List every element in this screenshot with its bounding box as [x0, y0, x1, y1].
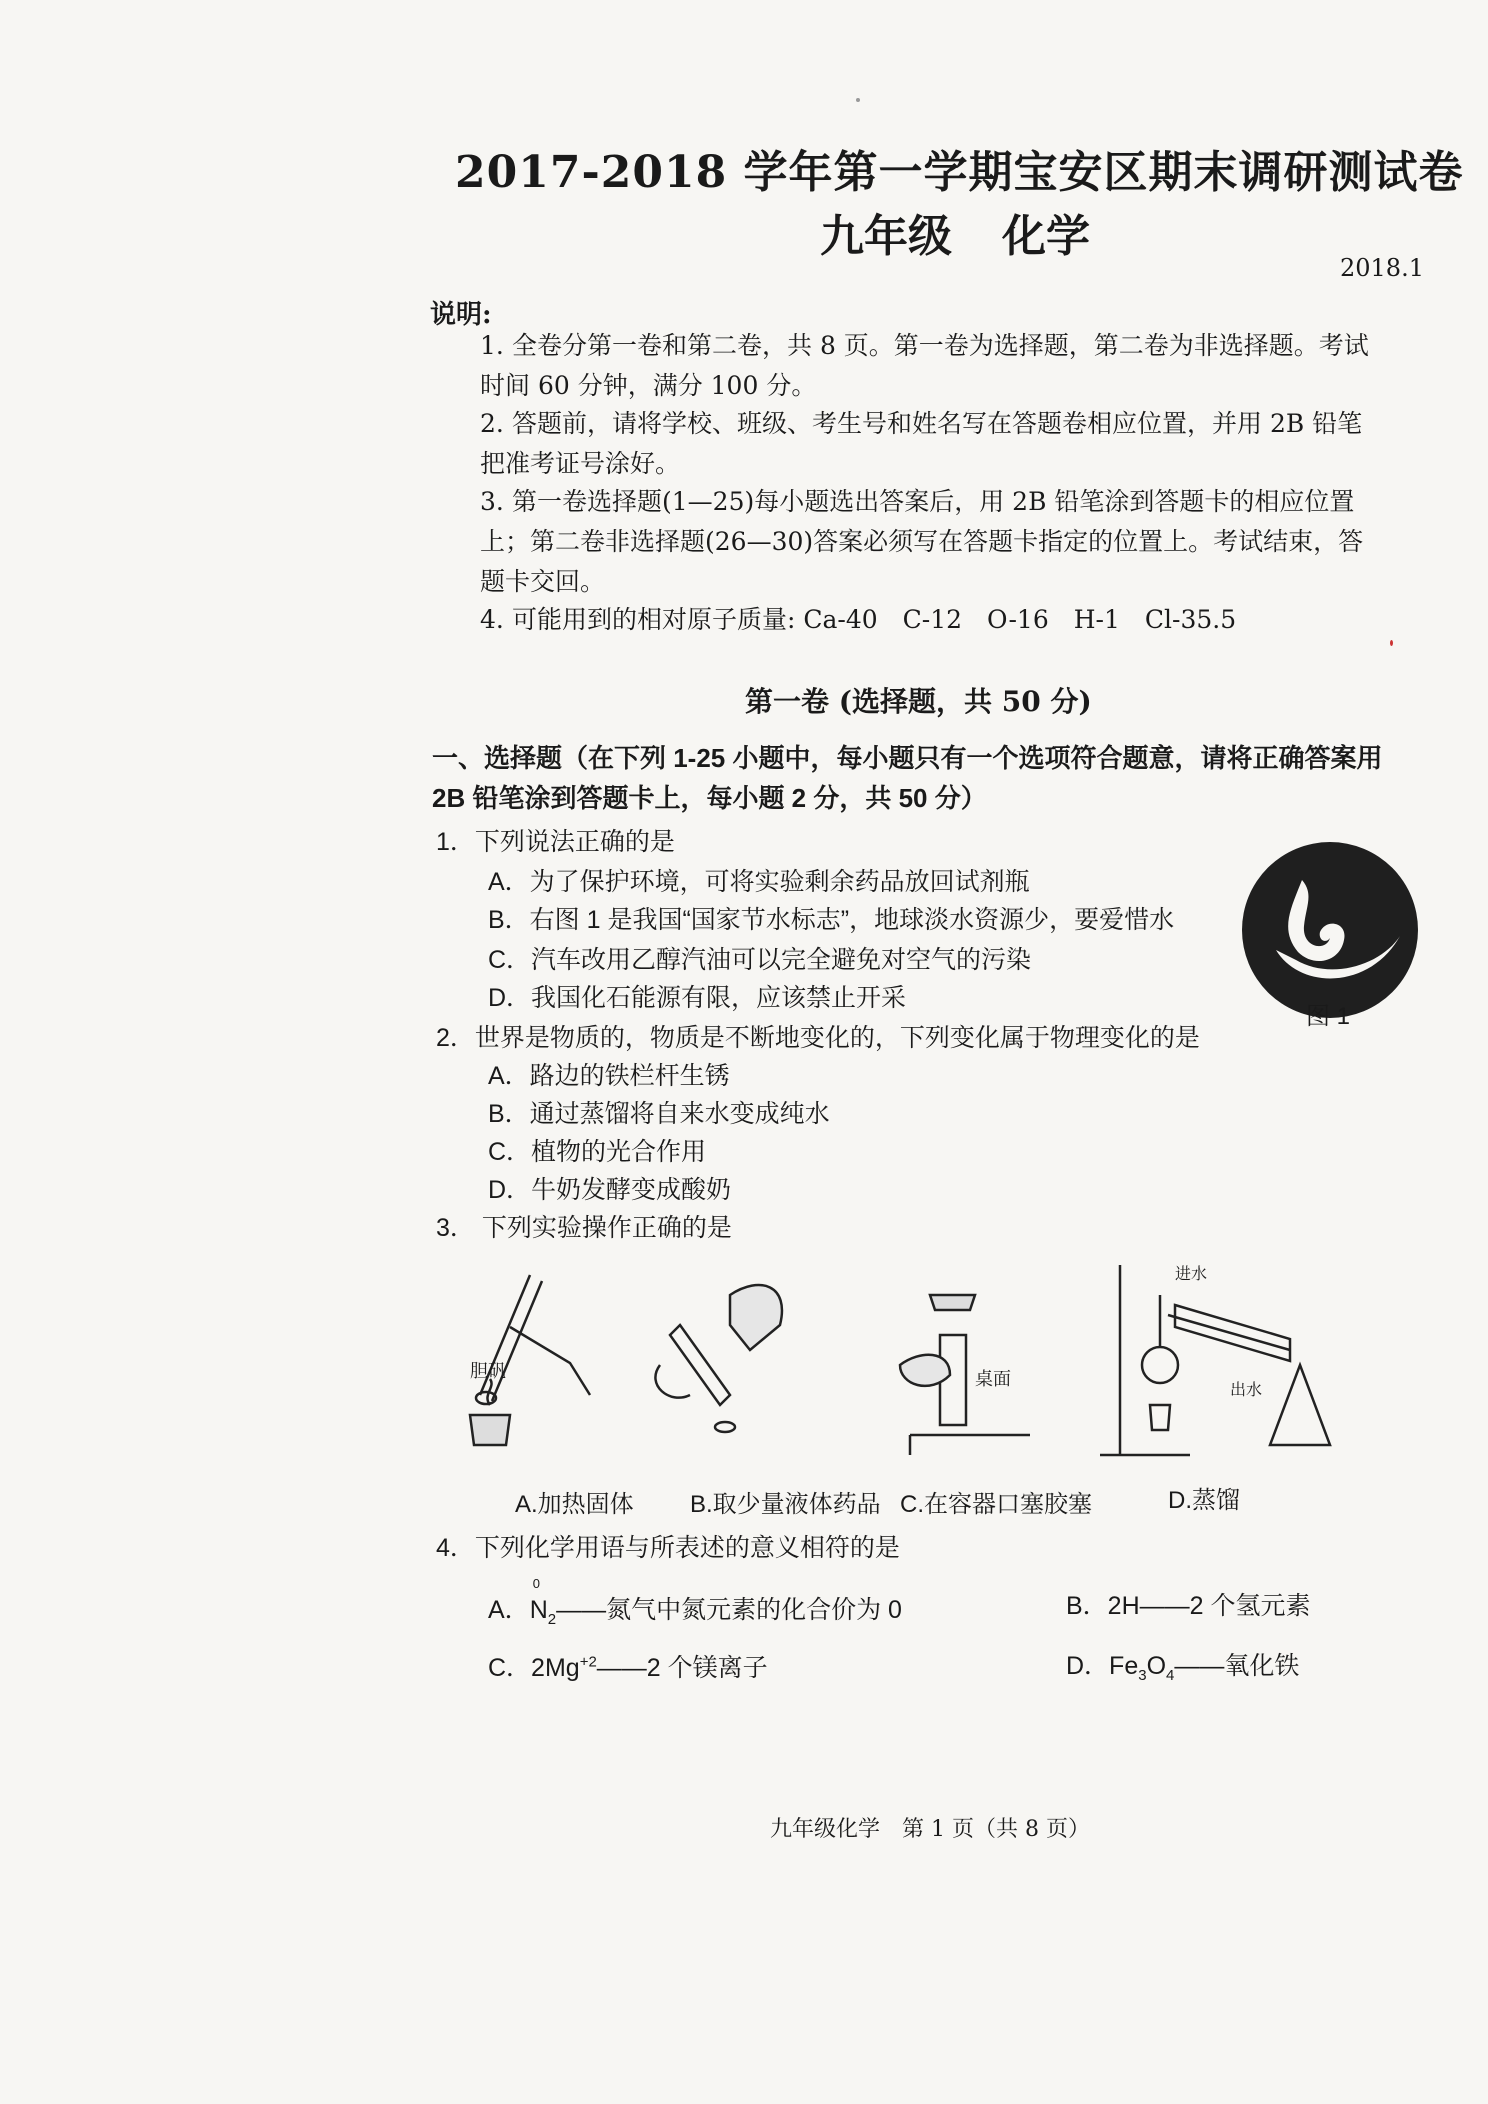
label-zhuomian: 桌面 [975, 1369, 1011, 1389]
scan-speck [856, 98, 860, 102]
question-1-option-c: C．汽车改用乙醇汽油可以完全避免对空气的污染 [488, 946, 1032, 974]
question-1-option-a: A．为了保护环境，可将实验剩余药品放回试剂瓶 [488, 868, 1030, 896]
figure-caption-b: B.取少量液体药品 [690, 1491, 881, 1518]
question-2-option-c: C．植物的光合作用 [488, 1138, 707, 1166]
question-4-option-a: A． 0 $N_2——$氮气中氮元素的化合价为 0 [488, 1576, 902, 1628]
subject-label: 化学 [1002, 211, 1090, 262]
figure-liquid-reagent [655, 1285, 782, 1432]
label-jinshui: 进水 [1175, 1266, 1208, 1283]
figure-caption-d: D.蒸馏 [1168, 1487, 1240, 1514]
grade-label: 九年级 [820, 211, 952, 262]
question-2-option-a: A．路边的铁栏杆生锈 [488, 1062, 730, 1090]
exam-title: 2017-2018 学年第一学期宝安区期末调研测试卷 [455, 147, 1464, 198]
note-item: 2. 答题前，请将学校、班级、考生号和姓名写在答题卷相应位置，并用 2B 铅笔把准考证号涂好。 [480, 409, 1363, 478]
question-1-stem: 1．下列说法正确的是 [436, 828, 675, 856]
question-4-stem: 4．下列化学用语与所表述的意义相符的是 [436, 1534, 900, 1562]
figure-caption-c: C.在容器口塞胶塞 [900, 1491, 1092, 1518]
question-2-option-d: D．牛奶发酵变成酸奶 [488, 1176, 732, 1204]
question-4-option-d: D．$Fe_3O_4——$氧化铁 [1066, 1652, 1300, 1684]
figure-heating-solid [470, 1275, 590, 1445]
figure-distillation [1100, 1265, 1330, 1455]
question-1-option-b: B．右图 1 是我国“国家节水标志”，地球淡水资源少，要爱惜水 [488, 906, 1175, 934]
question-1-option-d: D．我国化石能源有限，应该禁止开采 [488, 984, 907, 1012]
note-item: 1. 全卷分第一卷和第二卷，共 8 页。第一卷为选择题，第二卷为非选择题。考试时间 60 分钟，满分 100 分。 [480, 331, 1369, 400]
note-item: 3. 第一卷选择题(1—25)每小题选出答案后，用 2B 铅笔涂到答题卡的相应位置上；第二卷非选择题(26—30)答案必须写在答题卡指定的位置上。考试结束，答题卡交回。 [480, 487, 1364, 596]
page-footer: 九年级化学 第 1 页（共 8 页） [770, 1817, 1090, 1842]
question-4-option-b: B．2H——2 个氢元素 [1066, 1592, 1311, 1620]
exam-date: 2018.1 [1340, 254, 1424, 282]
question-2-stem: 2．世界是物质的，物质是不断地变化的，下列变化属于物理变化的是 [436, 1024, 1200, 1052]
section-title: 第一卷 (选择题，共 50 分) [745, 685, 1092, 718]
notes-heading: 说明: [430, 300, 492, 330]
part-heading: 一、选择题（在下列 1-25 小题中，每小题只有一个选项符合题意，请将正确答案用 2B 铅笔涂到答题卡上，每小题 2 分，共 50 分） [432, 743, 1383, 813]
label-chushui: 出水 [1230, 1382, 1263, 1399]
note-item: 4. 可能用到的相对原子质量: Ca-40 C-12 O-16 H-1 Cl-35.5 [480, 605, 1237, 634]
figure-1-caption: 图 1 [1306, 1003, 1351, 1030]
question-4-option-c: C．$2Mg^{+2}——2$ 个镁离子 [488, 1653, 768, 1682]
scan-speck [1390, 640, 1393, 646]
water-saving-logo [1240, 840, 1420, 1020]
exam-subtitle [820, 200, 1090, 264]
figure-caption-a: A.加热固体 [515, 1491, 634, 1518]
question-3-stem: 3． 下列实验操作正确的是 [436, 1214, 732, 1242]
label-danfan: 胆矾 [470, 1361, 506, 1381]
question-2-option-b: B．通过蒸馏将自来水变成纯水 [488, 1100, 830, 1128]
question-3-figures [430, 1255, 1350, 1465]
